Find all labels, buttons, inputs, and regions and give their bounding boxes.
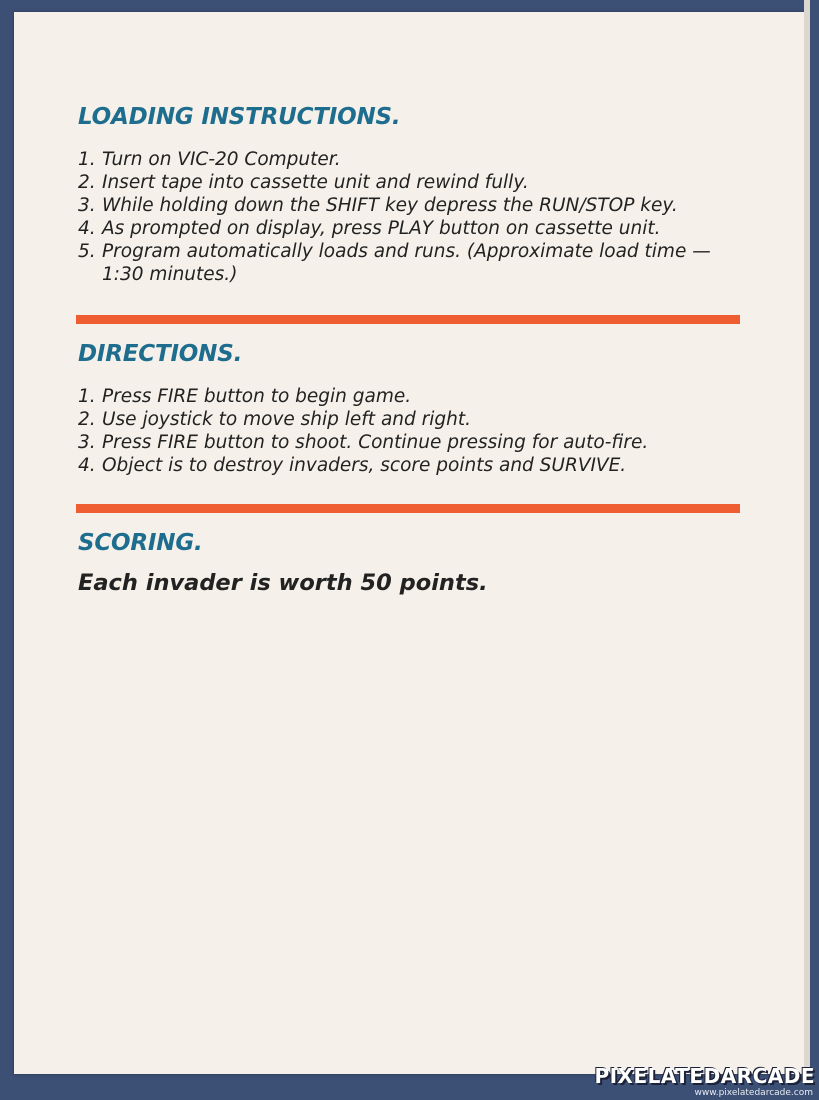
step-number: 3. — [78, 195, 96, 216]
manual-page — [14, 12, 804, 1074]
step-number: 5. — [78, 241, 96, 262]
scoring-text: Each invader is worth 50 points. — [78, 570, 488, 596]
direction-step — [78, 431, 758, 454]
direction-step — [78, 385, 758, 408]
step-number: 2. — [78, 172, 96, 193]
loading-step — [78, 194, 758, 217]
step-number: 4. — [78, 455, 96, 476]
loading-step — [78, 171, 758, 194]
loading-step — [78, 240, 758, 286]
watermark-url: www.pixelatedarcade.com — [694, 1088, 813, 1098]
loading-instructions-title: LOADING INSTRUCTIONS. — [78, 104, 401, 130]
step-text: Program automatically loads and runs. (Approximate load time — 1:30 minutes.) — [102, 241, 711, 285]
step-text: Insert tape into cassette unit and rewind fully. — [102, 172, 529, 193]
step-text: While holding down the SHIFT key depress the RUN/STOP key. — [102, 195, 678, 216]
scoring-title: SCORING. — [78, 530, 203, 556]
section-divider — [76, 504, 740, 513]
step-number: 1. — [78, 149, 96, 170]
step-text: Turn on VIC-20 Computer. — [102, 149, 341, 170]
direction-step — [78, 408, 758, 431]
section-divider — [76, 315, 740, 324]
directions-steps-list — [78, 385, 758, 477]
loading-steps-list — [78, 148, 758, 286]
loading-step — [78, 217, 758, 240]
step-text: Object is to destroy invaders, score points and SURVIVE. — [102, 455, 627, 476]
loading-step — [78, 148, 758, 171]
directions-title: DIRECTIONS. — [78, 341, 243, 367]
direction-step — [78, 454, 758, 477]
manual-content — [78, 104, 758, 596]
step-text: Use joystick to move ship left and right. — [102, 409, 471, 430]
step-number: 1. — [78, 386, 96, 407]
step-number: 3. — [78, 432, 96, 453]
step-number: 4. — [78, 218, 96, 239]
step-text: As prompted on display, press PLAY button on cassette unit. — [102, 218, 661, 239]
step-text: Press FIRE button to shoot. Continue pressing for auto-fire. — [102, 432, 649, 453]
page-fold-edge — [804, 0, 810, 1070]
step-text: Press FIRE button to begin game. — [102, 386, 412, 407]
step-number: 2. — [78, 409, 96, 430]
watermark-brand: PIXELATEDARCADE — [594, 1064, 815, 1088]
